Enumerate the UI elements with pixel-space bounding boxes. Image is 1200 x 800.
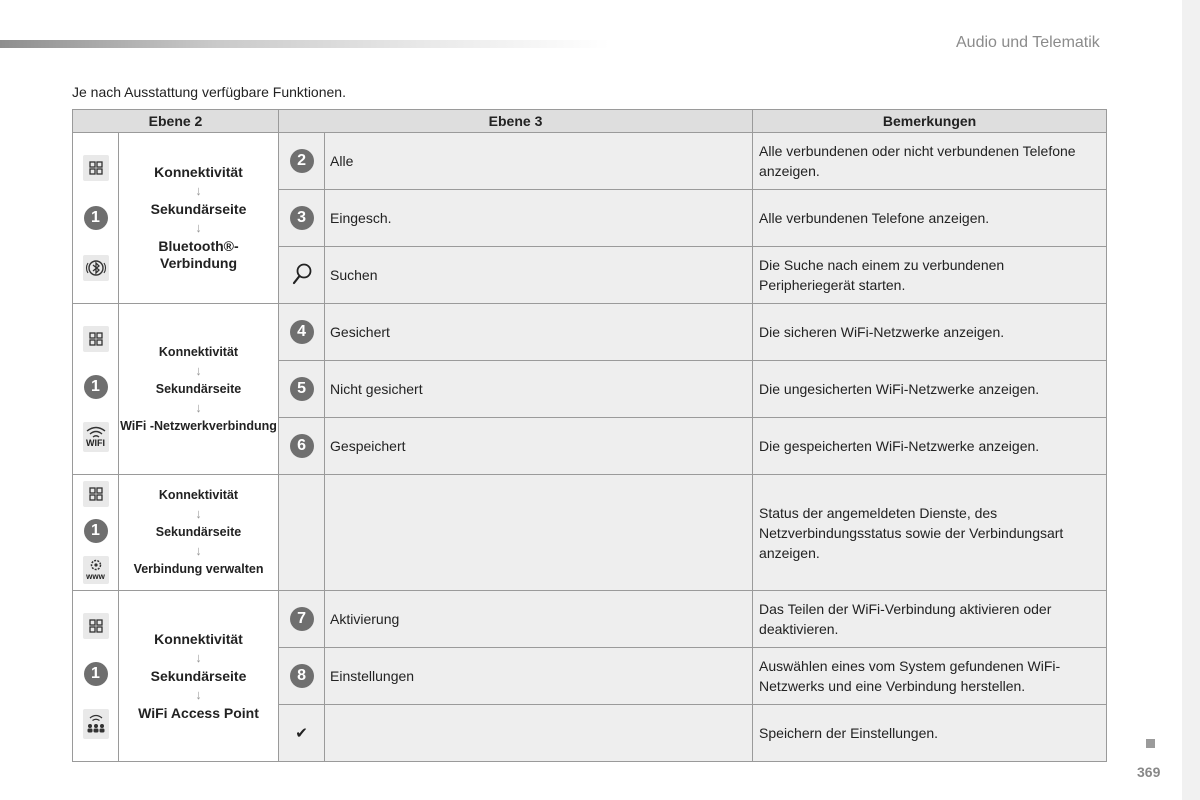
level-badge: 1 — [84, 375, 108, 399]
option-label: Aktivierung — [325, 591, 753, 648]
option-label: Alle — [325, 133, 753, 190]
remark-text: Die gespeicherten WiFi-Netzwerke anzeigen. — [753, 418, 1107, 475]
option-label: Einstellungen — [325, 648, 753, 705]
option-marker — [279, 648, 325, 705]
apps-grid-icon — [83, 481, 109, 507]
column-header-remarks: Bemerkungen — [753, 110, 1107, 133]
option-marker — [279, 304, 325, 361]
table-row — [73, 304, 1107, 361]
path-step: WiFi -Netzwerkverbindung — [120, 418, 277, 433]
functions-table — [72, 109, 1107, 762]
remark-text: Auswählen eines vom System gefundenen WiFi-Netzwerks und eine Verbindung herstellen. — [753, 648, 1107, 705]
column-header-level3: Ebene 3 — [279, 110, 753, 133]
option-label: Nicht gesichert — [325, 361, 753, 418]
path-step: WiFi Access Point — [138, 704, 259, 721]
option-label: Suchen — [325, 247, 753, 304]
menu-path — [119, 475, 279, 591]
remark-text: Die ungesicherten WiFi-Netzwerke anzeigen. — [753, 361, 1107, 418]
remark-text: Status der angemeldeten Dienste, des Netzverbindungsstatus sowie der Verbindungsart anzeigen. — [753, 475, 1107, 591]
step-badge: 5 — [290, 377, 314, 401]
path-step: Sekundärseite — [155, 525, 242, 539]
www-settings-icon — [83, 556, 109, 584]
wifi-icon — [83, 422, 109, 452]
level-badge: 1 — [84, 206, 108, 230]
option-label — [325, 705, 753, 762]
group-icons — [73, 475, 119, 591]
remark-text: Speichern der Einstellungen. — [753, 705, 1107, 762]
option-marker — [279, 475, 325, 591]
option-label: Eingesch. — [325, 190, 753, 247]
search-icon — [291, 262, 313, 286]
option-marker — [279, 190, 325, 247]
arrow-down-icon: ↓ — [195, 543, 202, 558]
path-step: Konnektivität — [154, 630, 243, 647]
arrow-down-icon: ↓ — [195, 649, 202, 665]
remark-text: Alle verbundenen oder nicht verbundenen Telefone anzeigen. — [753, 133, 1107, 190]
option-marker — [279, 361, 325, 418]
apps-grid-icon — [83, 613, 109, 639]
path-step: Sekundärseite — [150, 201, 247, 217]
level-badge: 1 — [84, 519, 108, 543]
option-label — [325, 475, 753, 591]
page-number: 369 — [1137, 764, 1161, 780]
table-row — [73, 133, 1107, 190]
group-icons — [73, 591, 119, 762]
step-badge: 6 — [290, 434, 314, 458]
path-step: Konnektivität — [158, 344, 239, 359]
path-step: Konnektivität — [154, 164, 243, 180]
path-step: Sekundärseite — [150, 667, 247, 684]
apps-grid-icon — [83, 155, 109, 181]
access-point-icon — [83, 709, 109, 739]
step-badge: 3 — [290, 206, 314, 230]
remark-text: Die sicheren WiFi-Netzwerke anzeigen. — [753, 304, 1107, 361]
path-step: Konnektivität — [158, 488, 239, 502]
page-edge-strip — [1182, 0, 1200, 800]
step-badge: 2 — [290, 149, 314, 173]
check-icon: ✔ — [295, 725, 308, 742]
section-title: Audio und Telematik — [956, 34, 1100, 51]
table-row — [73, 591, 1107, 648]
arrow-down-icon: ↓ — [195, 506, 202, 521]
remark-text: Die Suche nach einem zu verbundenen Peripheriegerät starten. — [753, 247, 1107, 304]
arrow-down-icon: ↓ — [195, 362, 202, 378]
menu-path — [119, 304, 279, 475]
option-marker — [279, 418, 325, 475]
menu-path — [119, 591, 279, 762]
menu-path — [119, 133, 279, 304]
table-row — [73, 475, 1107, 591]
path-step: Verbindung verwalten — [133, 562, 264, 576]
level-badge: 1 — [84, 662, 108, 686]
group-icons — [73, 133, 119, 304]
option-label: Gespeichert — [325, 418, 753, 475]
page-marker — [1146, 739, 1155, 748]
option-marker — [279, 591, 325, 648]
remark-text: Das Teilen der WiFi-Verbindung aktivieren oder deaktivieren. — [753, 591, 1107, 648]
column-header-level2: Ebene 2 — [73, 110, 279, 133]
wifi-label: WIFI — [86, 438, 105, 449]
remark-text: Alle verbundenen Telefone anzeigen. — [753, 190, 1107, 247]
header-gradient-bar — [0, 40, 610, 48]
arrow-down-icon: ↓ — [195, 183, 202, 198]
option-marker — [279, 133, 325, 190]
option-marker — [279, 247, 325, 304]
intro-text: Je nach Ausstattung verfügbare Funktionen. — [72, 84, 346, 100]
bluetooth-icon — [83, 255, 109, 281]
step-badge: 7 — [290, 607, 314, 631]
option-marker — [279, 705, 325, 762]
arrow-down-icon: ↓ — [195, 399, 202, 415]
apps-grid-icon — [83, 326, 109, 352]
step-badge: 8 — [290, 664, 314, 688]
option-label: Gesichert — [325, 304, 753, 361]
step-badge: 4 — [290, 320, 314, 344]
arrow-down-icon: ↓ — [195, 686, 202, 702]
www-label: www — [86, 572, 105, 582]
group-icons — [73, 304, 119, 475]
path-step: Sekundärseite — [155, 381, 242, 396]
arrow-down-icon: ↓ — [195, 220, 202, 235]
path-step: Bluetooth®- Verbindung — [158, 238, 239, 271]
